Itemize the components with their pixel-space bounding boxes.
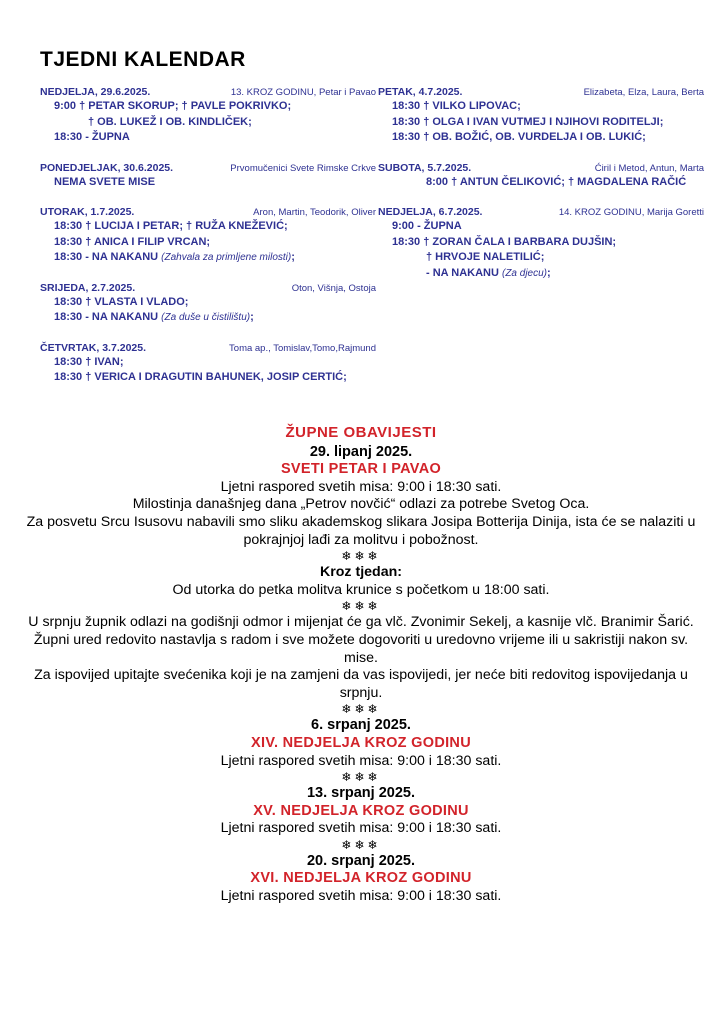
mass-intention bbox=[378, 219, 708, 235]
separator-snowflakes: ❄❄❄ bbox=[341, 770, 381, 785]
notice-feast: XVI. NEDJELJA KROZ GODINU bbox=[250, 870, 472, 887]
mass-end: ; bbox=[547, 266, 551, 279]
mass-intention bbox=[40, 295, 380, 311]
mass-text: - NA NAKANU bbox=[426, 266, 502, 279]
day-saints: 13. KROZ GODINU, Petar i Pavao bbox=[230, 87, 376, 98]
calendar-day bbox=[40, 206, 380, 266]
day-header bbox=[40, 342, 380, 355]
mass-note: (Za duše u čistilištu) bbox=[161, 312, 251, 323]
calendar-day bbox=[378, 162, 708, 191]
day-header bbox=[40, 86, 380, 99]
notice-date: 20. srpanj 2025. bbox=[306, 852, 415, 869]
separator-snowflakes: ❄❄❄ bbox=[341, 837, 381, 852]
notice-text: Milostinja današnjeg dana „Petrov novčić“ odlazi za potrebe Svetog Oca. bbox=[132, 496, 590, 513]
mass-intention bbox=[378, 99, 708, 115]
mass-intention bbox=[378, 235, 708, 251]
notice-subheading: Kroz tjedan: bbox=[320, 564, 402, 581]
notice-text: Za posvetu Srcu Isusovu nabavili smo sliku akademskog slikara Josipa Botterija Dinija, ista će se nalaziti u pokrajnjoj lađi za molitvu i pobožnost. bbox=[26, 513, 696, 548]
mass-intention bbox=[40, 130, 380, 146]
mass-text: 18:30 † IVAN; bbox=[54, 355, 124, 368]
day-date: NEDJELJA, 29.6.2025. bbox=[40, 86, 151, 98]
mass-intention bbox=[40, 250, 380, 266]
mass-intention bbox=[378, 130, 708, 146]
mass-text: 18:30 † VERICA I DRAGUTIN BAHUNEK, JOSIP CERTIĆ; bbox=[54, 371, 347, 383]
day-saints: Oton, Višnja, Ostoja bbox=[291, 282, 376, 294]
notice-text: Od utorka do petka molitva krunice s početkom u 18:00 sati. bbox=[172, 581, 550, 598]
separator-snowflakes: ❄❄❄ bbox=[341, 599, 381, 614]
day-header bbox=[40, 162, 380, 175]
day-date: SUBOTA, 5.7.2025. bbox=[378, 161, 472, 174]
mass-intention bbox=[378, 115, 708, 131]
mass-intention bbox=[40, 370, 380, 386]
mass-intention bbox=[40, 235, 380, 251]
mass-text: † OB. LUKEŽ I OB. KINDLIČEK; bbox=[88, 115, 252, 128]
day-date: ČETVRTAK, 3.7.2025. bbox=[40, 341, 147, 354]
mass-intention bbox=[378, 250, 708, 266]
mass-text: 8:00 † ANTUN ČELIKOVIĆ; † MAGDALENA RAČIĆ bbox=[426, 175, 687, 188]
day-date: NEDJELJA, 6.7.2025. bbox=[378, 206, 483, 218]
notice-text: Ljetni raspored svetih misa: 9:00 i 18:30 sati. bbox=[220, 752, 502, 769]
calendar-day bbox=[378, 206, 708, 281]
calendar-day bbox=[40, 86, 380, 146]
notice-text: Ljetni raspored svetih misa: 9:00 i 18:30 sati. bbox=[220, 478, 502, 495]
mass-text: 18:30 † OLGA I IVAN VUTMEJ I NJIHOVI RODITELJI; bbox=[392, 115, 664, 128]
notice-feast: SVETI PETAR I PAVAO bbox=[280, 461, 442, 478]
day-header bbox=[378, 86, 708, 99]
mass-note: (Zahvala za primljene milosti) bbox=[161, 252, 292, 263]
notice-text: Za ispovijed upitajte svećenika koji je na zamjeni da vas ispovijedi, jer neće biti redovitog ispovijedanja u srpnju. bbox=[34, 667, 688, 701]
mass-text: 18:30 † VILKO LIPOVAC; bbox=[392, 100, 521, 112]
notices-title: ŽUPNE OBAVIJESTI bbox=[285, 424, 437, 441]
parish-notices bbox=[20, 424, 702, 906]
day-saints: Aron, Martin, Teodorik, Oliver bbox=[253, 207, 376, 218]
notice-feast: XIV. NEDJELJA KROZ GODINU bbox=[251, 734, 471, 751]
mass-intention bbox=[40, 310, 380, 326]
day-saints: Ćiril i Metod, Antun, Marta bbox=[594, 162, 704, 174]
mass-text: 9:00 † PETAR SKORUP; † PAVLE POKRIVKO; bbox=[54, 100, 292, 112]
day-saints: Elizabeta, Elza, Laura, Berta bbox=[583, 87, 704, 98]
day-header bbox=[40, 206, 380, 219]
notice-date: 6. srpanj 2025. bbox=[311, 717, 411, 734]
notice-date: 29. lipanj 2025. bbox=[309, 443, 413, 460]
notice-date: 13. srpanj 2025. bbox=[306, 785, 415, 802]
mass-end: ; bbox=[291, 251, 295, 263]
mass-text: 18:30 - NA NAKANU bbox=[54, 311, 162, 323]
mass-text: 18:30 † ANICA I FILIP VRCAN; bbox=[54, 235, 211, 248]
notice-feast: XV. NEDJELJA KROZ GODINU bbox=[253, 802, 469, 819]
mass-text: 9:00 - ŽUPNA bbox=[392, 220, 462, 232]
mass-intention bbox=[40, 115, 380, 131]
calendar-right-column bbox=[378, 86, 708, 297]
calendar-left-column bbox=[40, 86, 380, 402]
mass-intention bbox=[40, 219, 380, 235]
day-date: PONEDJELJAK, 30.6.2025. bbox=[40, 161, 174, 174]
mass-intention bbox=[378, 266, 708, 282]
mass-text: 18:30 † VLASTA I VLADO; bbox=[54, 295, 189, 308]
separator-snowflakes: ❄❄❄ bbox=[341, 702, 381, 717]
calendar-day bbox=[40, 162, 380, 191]
page-title: TJEDNI KALENDAR bbox=[40, 48, 246, 71]
mass-text: 18:30 † ZORAN ČALA I BARBARA DUJŠIN; bbox=[392, 235, 617, 248]
day-saints: 14. KROZ GODINU, Marija Goretti bbox=[558, 207, 704, 218]
day-date: UTORAK, 1.7.2025. bbox=[40, 206, 135, 218]
day-date: PETAK, 4.7.2025. bbox=[378, 86, 463, 98]
mass-intention bbox=[40, 99, 380, 115]
mass-text: 18:30 - NA NAKANU bbox=[54, 251, 162, 263]
mass-text: 18:30 † LUCIJA I PETAR; † RUŽA KNEŽEVIĆ; bbox=[54, 220, 288, 232]
mass-text: 18:30 - ŽUPNA bbox=[54, 131, 130, 143]
notice-text: Ljetni raspored svetih misa: 9:00 i 18:30 sati. bbox=[220, 888, 502, 905]
mass-note: (Za djecu) bbox=[501, 267, 547, 279]
calendar-day bbox=[378, 86, 708, 146]
day-header bbox=[40, 282, 380, 295]
day-header bbox=[378, 162, 708, 175]
mass-text: NEMA SVETE MISE bbox=[54, 175, 156, 188]
notice-text: Ljetni raspored svetih misa: 9:00 i 18:30 sati. bbox=[220, 820, 502, 837]
mass-text: † HRVOJE NALETILIĆ; bbox=[426, 251, 545, 263]
day-date: SRIJEDA, 2.7.2025. bbox=[40, 281, 136, 294]
calendar-day bbox=[40, 342, 380, 386]
mass-text: 18:30 † OB. BOŽIĆ, OB. VURDELJA I OB. LUKIĆ; bbox=[392, 131, 646, 143]
day-saints: Toma ap., Tomislav,Tomo,Rajmund bbox=[229, 342, 376, 354]
separator-snowflakes: ❄❄❄ bbox=[341, 549, 381, 564]
calendar-day bbox=[40, 282, 380, 326]
mass-intention bbox=[40, 355, 380, 371]
mass-intention bbox=[378, 175, 708, 191]
day-saints: Prvomučenici Svete Rimske Crkve bbox=[230, 162, 376, 174]
mass-end: ; bbox=[250, 311, 254, 323]
mass-intention bbox=[40, 175, 380, 191]
day-header bbox=[378, 206, 708, 219]
notice-text: U srpnju župnik odlazi na godišnji odmor i mijenjat će ga vlč. Zvonimir Sekelj, a kasnije vlč. Branimir Šarić. Župni ured redovito nastavlja s radom i sve možete dogovoriti u uredovno vrijeme ili u sakristiji nakon sv. mise. bbox=[28, 614, 694, 666]
